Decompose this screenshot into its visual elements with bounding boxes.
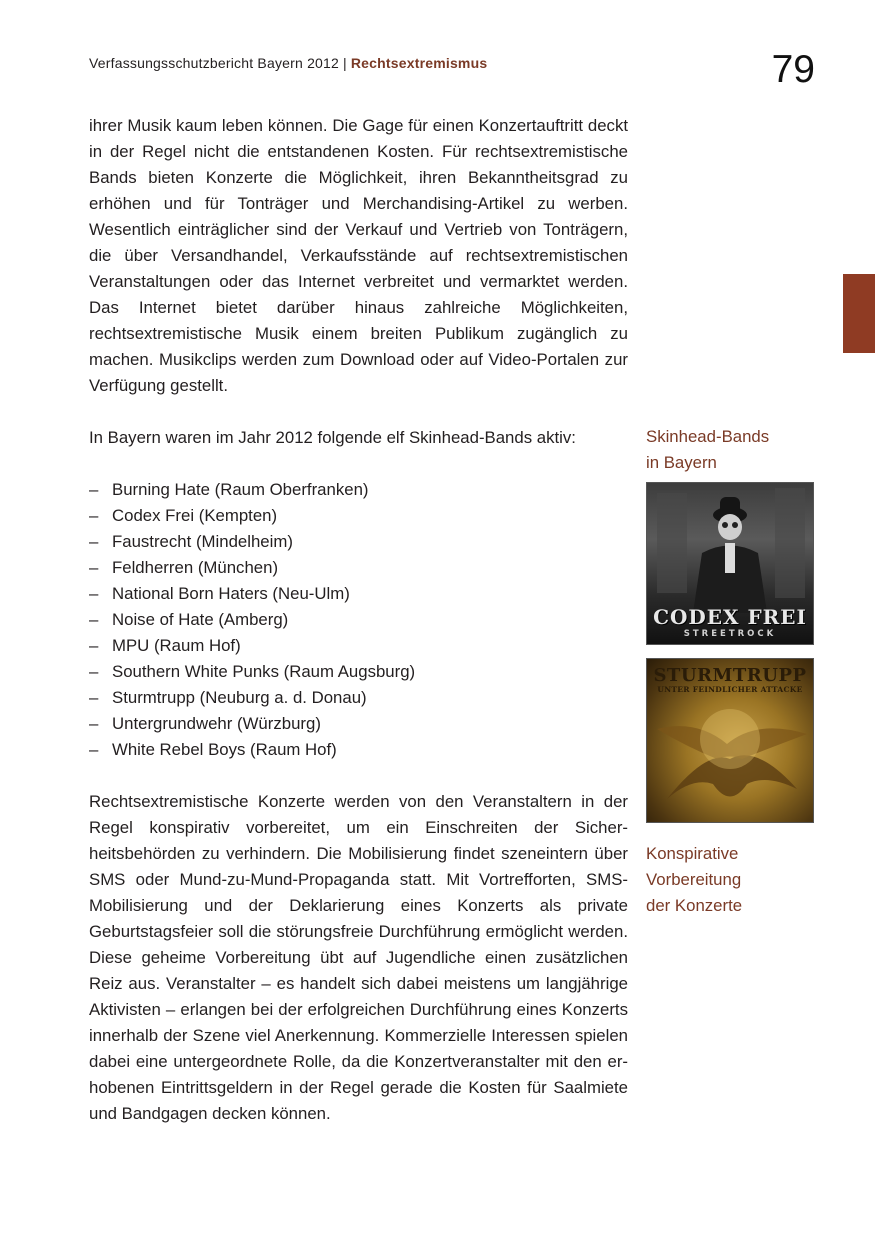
band-name: MPU (Raum Hof) — [112, 636, 241, 655]
album-cover-sturmtrupp — [646, 658, 814, 823]
paragraph-concerts: Rechtsextremistische Konzerte werden von den Veranstaltern in der Regel konspirativ vorbereitet, um ein Einschreiten der Sicherheitsbehörden zu verhindern. Die Mobilisierung findet szeneintern über SMS oder Mund-zu-Mund-Propaganda statt. Mit Vortrefforten, SMS-Mobilisierung und der Deklarierung eines Konzerts als private Geburtstagsfeier soll die störungsfreie Durchführung ermöglicht werden. Diese geheime Vorbereitung übt auf Jugendliche einen zusätzlichen Reiz aus. Veranstalter – es handelt sich dabei meistens um langjährige Aktivisten – erlangen bei der erfolgreichen Durchführung eines Konzerts innerhalb der Szene viel Anerkennung. Kommerzielle Interessen spielen dabei eine untergeordnete Rolle, da die Konzertveranstalter mit den erhobenen Eintrittsgeldern in der Regel gerade die Kosten für Saalmiete und Bandgagen decken können. — [89, 792, 628, 1123]
band-list-item — [89, 607, 628, 633]
list-dash: – — [89, 636, 99, 655]
list-dash: – — [89, 584, 99, 603]
band-list-item — [89, 555, 628, 581]
band-name: Burning Hate (Raum Oberfranken) — [112, 480, 369, 499]
margin-note-conspiracy — [646, 841, 816, 919]
band-name: Sturmtrupp (Neuburg a. d. Donau) — [112, 688, 367, 707]
section-title: Rechtsextremismus — [350, 55, 488, 71]
report-title: Verfassungsschutzbericht Bayern 2012 — [89, 55, 340, 71]
list-dash: – — [89, 480, 99, 499]
list-dash: – — [89, 506, 99, 525]
cover-subtitle: UNTER FEINDLICHER ATTACKE — [657, 685, 803, 694]
band-list-item — [89, 659, 628, 685]
band-list-item — [89, 529, 628, 555]
list-dash: – — [89, 740, 99, 759]
running-header — [89, 55, 487, 71]
list-dash: – — [89, 688, 99, 707]
margin-note-skinhead-bands — [646, 424, 816, 476]
band-list-item — [89, 737, 628, 763]
cover-title: CODEX FREI — [653, 605, 807, 629]
paragraph-intro-bands: In Bayern waren im Jahr 2012 folgende elf Skinhead-Bands aktiv: — [89, 428, 576, 447]
margin-note-line: Konspirative — [646, 844, 739, 863]
list-dash: – — [89, 662, 99, 681]
band-name: Noise of Hate (Amberg) — [112, 610, 289, 629]
band-name: White Rebel Boys (Raum Hof) — [112, 740, 337, 759]
band-name: Southern White Punks (Raum Augsburg) — [112, 662, 416, 681]
band-name: National Born Haters (Neu-Ulm) — [112, 584, 350, 603]
band-name: Feldherren (München) — [112, 558, 279, 577]
header-separator: | — [343, 55, 347, 71]
band-list-item — [89, 503, 628, 529]
cover-subtitle: STREETROCK — [683, 629, 777, 639]
margin-note-line: in Bayern — [646, 453, 717, 472]
band-list-item — [89, 477, 628, 503]
band-name: Untergrundwehr (Würzburg) — [112, 714, 321, 733]
margin-note-line: Skinhead-Bands — [646, 427, 770, 446]
band-name: Faustrecht (Mindelheim) — [112, 532, 293, 551]
album-cover-codex-frei — [646, 482, 814, 645]
band-list — [89, 477, 628, 763]
page-number: 79 — [771, 48, 815, 91]
band-name: Codex Frei (Kempten) — [112, 506, 278, 525]
list-dash: – — [89, 532, 99, 551]
cover-title: STURMTRUPP — [653, 665, 807, 686]
margin-note-line: der Konzerte — [646, 896, 743, 915]
paragraph-income: ihrer Musik kaum leben können. Die Gage für einen Konzertauftritt deckt in der Regel nicht die entstandenen Kosten. Für rechtsextremistische Bands bieten Konzerte die Möglichkeit, ihren Bekanntheitsgrad zu erhöhen und für Tonträger und Merchandising-Artikel zu werben. Wesentlich einträglicher sind der Verkauf und Vertrieb von Tonträgern, die über Versandhandel, Verkaufsstände auf rechtsextremistischen Veranstaltungen oder das Internet verbreitet und vermarktet werden. Das Internet bietet darüber hinaus zahlreiche Möglichkeiten, rechtsextremistische Musik einem breiten Publikum zugänglich zu machen. Musikclips werden zum Download oder auf Video-Portalen zur Verfügung gestellt. — [89, 116, 628, 395]
band-list-item — [89, 711, 628, 737]
list-dash: – — [89, 610, 99, 629]
chapter-tab-marker — [843, 274, 875, 353]
band-list-item — [89, 633, 628, 659]
margin-note-line: Vorbereitung — [646, 870, 742, 889]
main-text-column — [89, 113, 628, 1127]
list-dash: – — [89, 714, 99, 733]
list-dash: – — [89, 558, 99, 577]
band-list-item — [89, 685, 628, 711]
band-list-item — [89, 581, 628, 607]
